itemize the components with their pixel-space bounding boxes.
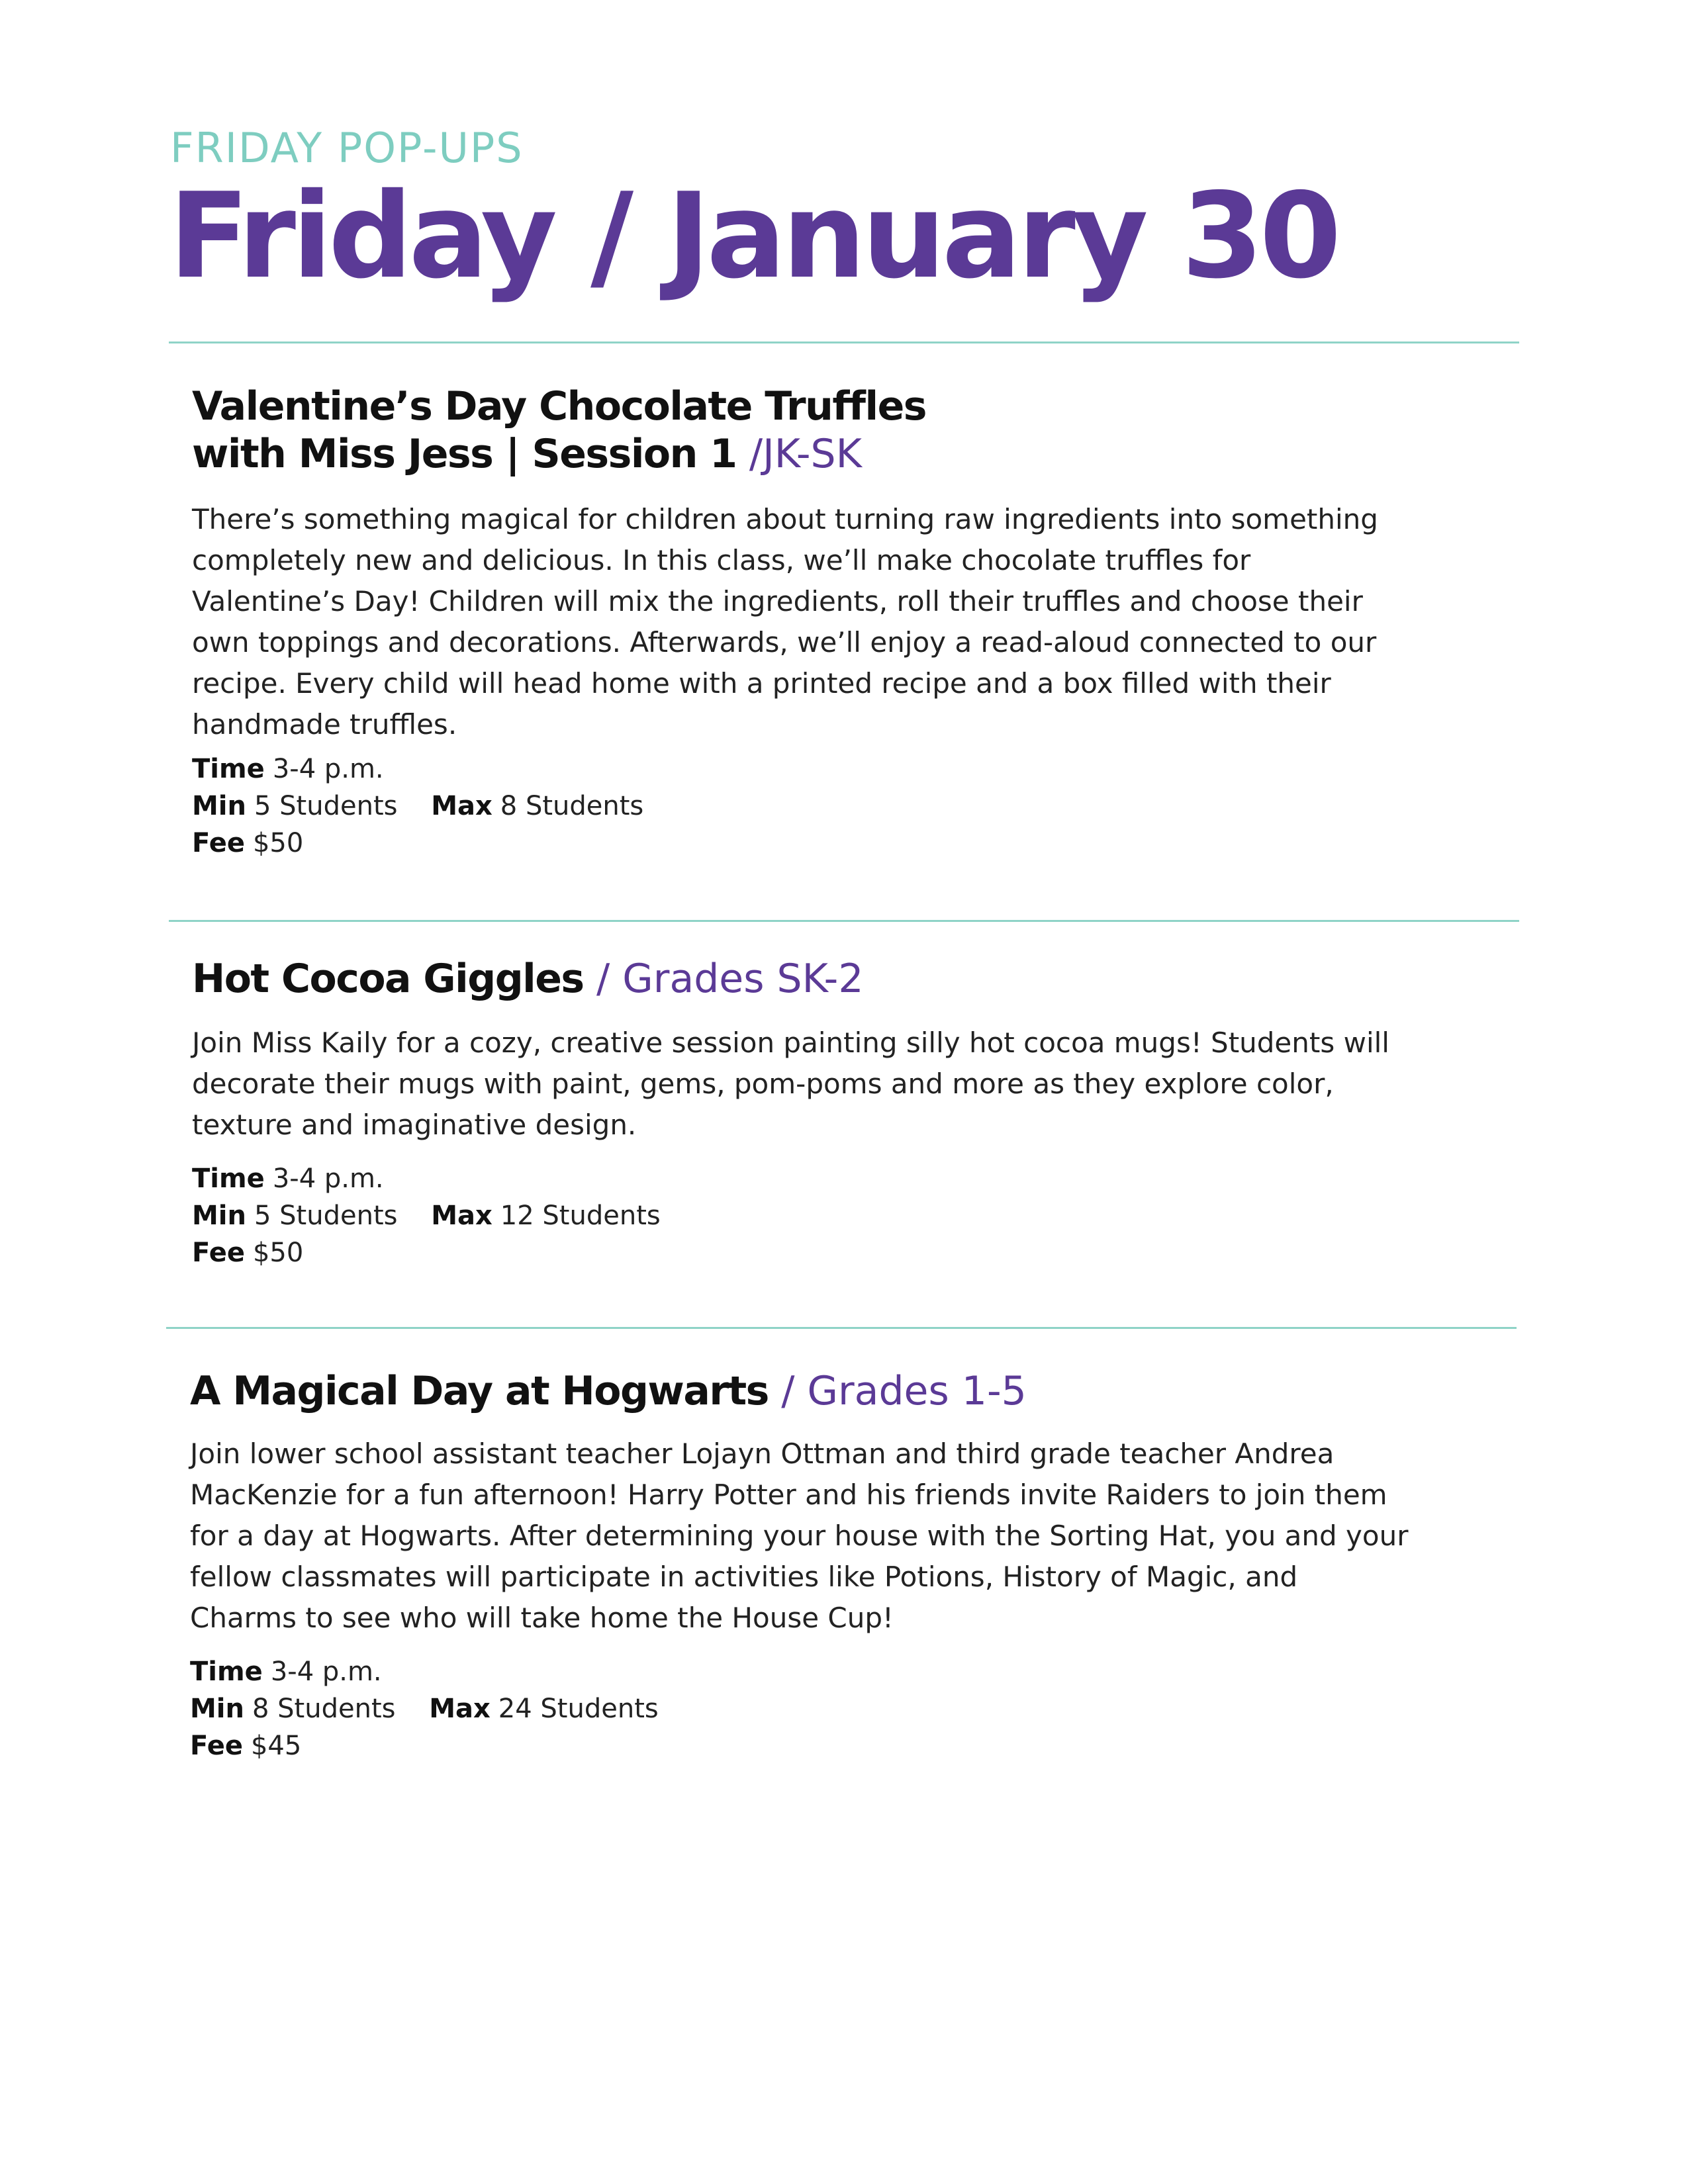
event-details	[190, 1653, 1534, 1764]
fee-row	[192, 1234, 1536, 1271]
event-description	[190, 1433, 1534, 1639]
max-value: 24 Students	[498, 1694, 659, 1724]
fee-label: Fee	[192, 828, 245, 858]
min-label: Min	[192, 1201, 246, 1231]
description-line: own toppings and decorations. Afterwards, we’ll enjoy a read-aloud connected to our	[192, 626, 1377, 659]
max-label: Max	[429, 1694, 491, 1724]
fee-row	[192, 825, 1536, 862]
capacity-row	[192, 1197, 1536, 1234]
section-eyebrow: FRIDAY POP-UPS	[170, 124, 524, 172]
page-title: Friday / January 30	[169, 167, 1338, 304]
event-grade: /JK-SK	[749, 431, 862, 477]
event-title-line1: Valentine’s Day Chocolate Truffles	[192, 383, 927, 430]
max-value: 12 Students	[500, 1201, 661, 1231]
description-line: fellow classmates will participate in activities like Potions, History of Magic, and	[190, 1561, 1298, 1593]
max-label: Max	[431, 791, 492, 821]
description-line: for a day at Hogwarts. After determining your house with the Sorting Hat, you and your	[190, 1520, 1409, 1552]
time-value: 3-4 p.m.	[272, 1163, 384, 1194]
description-line: Join lower school assistant teacher Lojayn Ottman and third grade teacher Andrea	[190, 1437, 1335, 1470]
event-truffles	[192, 383, 1536, 862]
fee-value: $50	[252, 828, 304, 858]
event-details	[192, 1160, 1536, 1271]
time-label: Time	[192, 754, 265, 784]
divider-top	[169, 341, 1519, 343]
time-label: Time	[192, 1163, 265, 1194]
event-title-text: Hot Cocoa Giggles	[192, 956, 584, 1002]
event-grade: / Grades SK-2	[596, 956, 864, 1002]
description-line: completely new and delicious. In this class, we’ll make chocolate truffles for	[192, 544, 1251, 576]
event-grade: / Grades 1-5	[781, 1368, 1027, 1414]
fee-row	[190, 1727, 1534, 1764]
time-row	[192, 1160, 1536, 1197]
min-label: Min	[192, 791, 246, 821]
capacity-row	[192, 788, 1536, 825]
description-line: Valentine’s Day! Children will mix the ingredients, roll their truffles and choose their	[192, 585, 1363, 617]
event-description	[192, 499, 1536, 745]
event-description	[192, 1023, 1536, 1146]
event-title	[190, 1367, 1534, 1415]
divider-bottom	[166, 1327, 1517, 1329]
time-value: 3-4 p.m.	[270, 1657, 382, 1687]
description-line: MacKenzie for a fun afternoon! Harry Potter and his friends invite Raiders to join them	[190, 1479, 1387, 1511]
max-value: 8 Students	[500, 791, 644, 821]
time-row	[192, 751, 1536, 788]
event-details	[192, 751, 1536, 862]
time-value: 3-4 p.m.	[272, 754, 384, 784]
min-label: Min	[190, 1694, 244, 1724]
min-value: 5 Students	[254, 1201, 398, 1231]
event-title-text: A Magical Day at Hogwarts	[190, 1368, 769, 1414]
max-label: Max	[431, 1201, 492, 1231]
fee-label: Fee	[192, 1238, 245, 1268]
description-line: Charms to see who will take home the House Cup!	[190, 1602, 894, 1634]
capacity-row	[190, 1690, 1534, 1727]
time-label: Time	[190, 1657, 263, 1687]
min-value: 8 Students	[252, 1694, 396, 1724]
description-line: recipe. Every child will head home with a printed recipe and a box filled with their	[192, 667, 1331, 700]
event-hot-cocoa	[192, 955, 1536, 1271]
event-title	[192, 955, 1536, 1003]
description-line: handmade truffles.	[192, 708, 457, 741]
fee-label: Fee	[190, 1731, 243, 1761]
event-title-line2: with Miss Jess | Session 1	[192, 431, 737, 477]
description-line: texture and imaginative design.	[192, 1109, 637, 1141]
divider-middle	[169, 920, 1519, 922]
event-title	[192, 383, 1536, 478]
description-line: There’s something magical for children about turning raw ingredients into something	[192, 503, 1378, 535]
description-line: Join Miss Kaily for a cozy, creative session painting silly hot cocoa mugs! Students will	[192, 1026, 1389, 1059]
description-line: decorate their mugs with paint, gems, pom-poms and more as they explore color,	[192, 1068, 1334, 1100]
fee-value: $45	[250, 1731, 302, 1761]
fee-value: $50	[252, 1238, 304, 1268]
time-row	[190, 1653, 1534, 1690]
min-value: 5 Students	[254, 791, 398, 821]
event-hogwarts	[190, 1367, 1534, 1764]
